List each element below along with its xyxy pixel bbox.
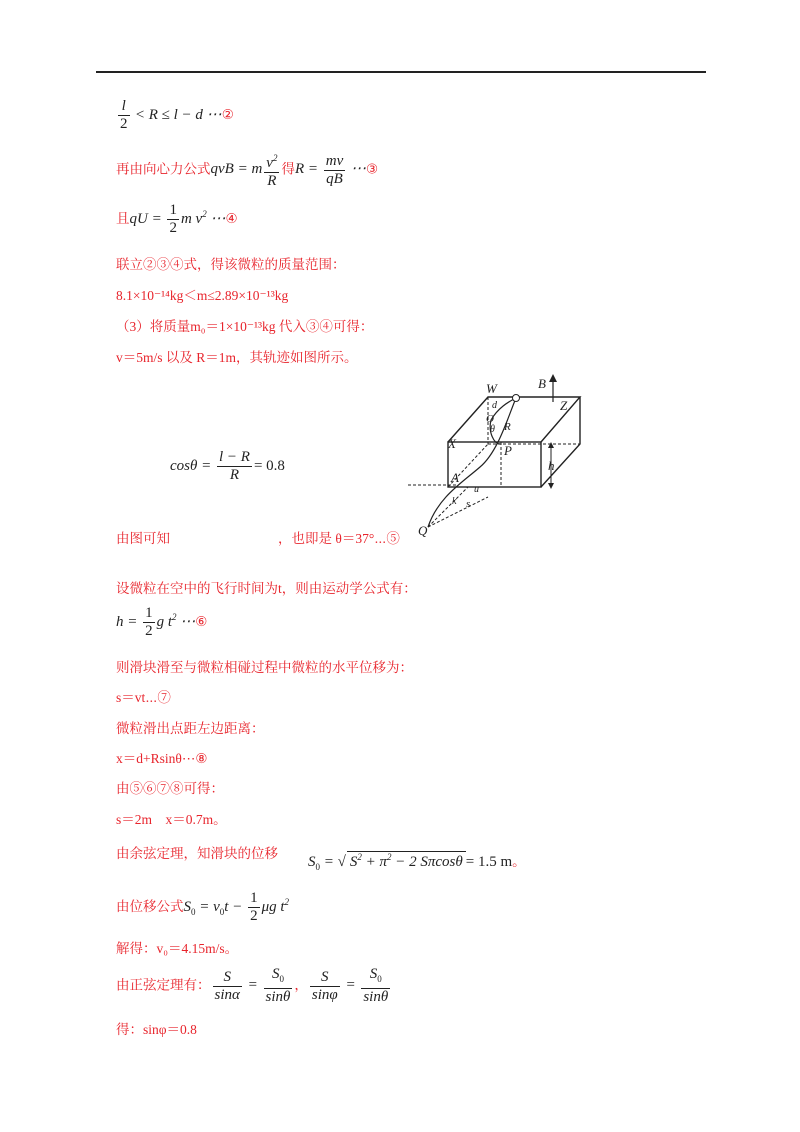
- label-h: h: [548, 458, 555, 473]
- energy-line: 且qU = $\frac{1}{2}$ m $v^2$ ⋯④: [116, 202, 238, 236]
- part3-text: （3）将质量m₀＝1×10⁻¹³kg 代入③④可得：: [116, 319, 374, 334]
- label-u: u: [474, 484, 479, 495]
- eq-number-7: ⑦: [157, 690, 171, 705]
- theta-line: [116, 527, 400, 547]
- cos-equation: cosθ = $\frac{l - R}{R}$ = 0.8: [170, 449, 285, 483]
- centripetal-line: 再由向心力公式qvB = m $\frac{v^2}{R}$ 得R = $\frac{mv}{qB}$ ⋯③: [116, 150, 378, 190]
- label-P: P: [504, 443, 512, 458]
- theta-value-text: ，也即是 θ＝37°⋯: [278, 531, 387, 546]
- horizontal-displacement-text: 则滑块滑至与微粒相碰过程中微粒的水平位移为：: [116, 660, 413, 675]
- label-R: R: [504, 421, 511, 433]
- v0-result-text: 解得：v₀＝4.15m/s。: [116, 941, 239, 956]
- s-x-values-text: s＝2m x＝0.7m。: [116, 812, 227, 827]
- cosine-law-line: 由余弦定理，知滑块的位移$S_0$ = √ $S^2 + \pi^2 - 2$ Sπcosθ = 1.5 m。: [116, 846, 526, 872]
- velocity-radius-text: v＝5m/s 以及 R＝1m，其轨迹如图所示。: [116, 350, 358, 365]
- displacement-formula-text: 由位移公式: [116, 898, 184, 914]
- s-equation: [116, 686, 171, 706]
- eq-number-6: ⑥: [195, 613, 208, 629]
- eq-number-5: ⑤: [386, 531, 400, 546]
- label-O: O: [486, 413, 494, 425]
- x-equation-text: x＝d+Rsinθ⋯: [116, 751, 196, 766]
- label-Z: Z: [560, 398, 568, 413]
- flight-time-text: 设微粒在空中的飞行时间为t，则由运动学公式有：: [116, 581, 417, 596]
- inequality-line: $\frac{l}{2}$ < R ≤ l − d ⋯②: [120, 98, 234, 132]
- displacement-formula-line: 由位移公式$S_0 = v_0t$ − $\frac{1}{2}$ μg $t^2$: [116, 890, 290, 924]
- eq-number-8: ⑧: [195, 751, 208, 766]
- trajectory-figure: [408, 372, 588, 542]
- label-X: X: [448, 436, 456, 451]
- x-equation: [116, 747, 207, 767]
- comma-separator: ，: [294, 977, 308, 993]
- label-s: s: [466, 498, 471, 510]
- eq-number-4: ④: [225, 210, 238, 226]
- cos-value: = 0.8: [253, 457, 285, 474]
- and-text: 且: [116, 210, 130, 226]
- sine-law-line: 由正弦定理有： $\frac{S}{\sin\alpha}$ = $\frac{S_0}{\sin\theta}$ ， $\frac{S}{\sin\varphi}$ = $\frac{S_0}{\sin\theta}$: [116, 966, 389, 1005]
- eq-number-3: ③: [366, 161, 379, 177]
- s-equation-text: s＝vt⋯: [116, 690, 158, 705]
- header-rule: [96, 71, 706, 73]
- fall-equation: h = $\frac{1}{2}$ g $t^2$ ⋯⑥: [116, 605, 208, 639]
- cosine-law-text: 由余弦定理，知滑块的位移: [116, 846, 278, 861]
- sine-law-text: 由正弦定理有：: [116, 977, 211, 993]
- mass-range-text: 8.1×10⁻¹⁴kg＜m≤2.89×10⁻¹³kg: [116, 288, 289, 303]
- eq-number-2: ②: [221, 106, 234, 122]
- combine-text: 联立②③④式，得该微粒的质量范围：: [116, 257, 346, 272]
- centripetal-text: 再由向心力公式: [116, 161, 211, 177]
- label-k: k: [452, 496, 457, 507]
- sin-phi-result-text: 得：sinφ＝0.8: [116, 1022, 197, 1037]
- label-A: A: [451, 470, 459, 485]
- from-figure-text: 由图可知: [116, 531, 170, 546]
- label-theta: θ: [490, 424, 495, 435]
- label-Q: Q: [418, 523, 428, 538]
- label-W: W: [486, 381, 497, 396]
- label-B: B: [538, 376, 546, 391]
- s0-value: = 1.5 m: [465, 854, 513, 870]
- inequality-text: < R ≤ l − d ⋯: [134, 106, 222, 123]
- label-d: d: [492, 400, 497, 411]
- result-intro-text: 由⑤⑥⑦⑧可得：: [116, 781, 224, 796]
- distance-text: 微粒滑出点距左边距离：: [116, 721, 265, 736]
- derive-text: 得: [281, 161, 295, 177]
